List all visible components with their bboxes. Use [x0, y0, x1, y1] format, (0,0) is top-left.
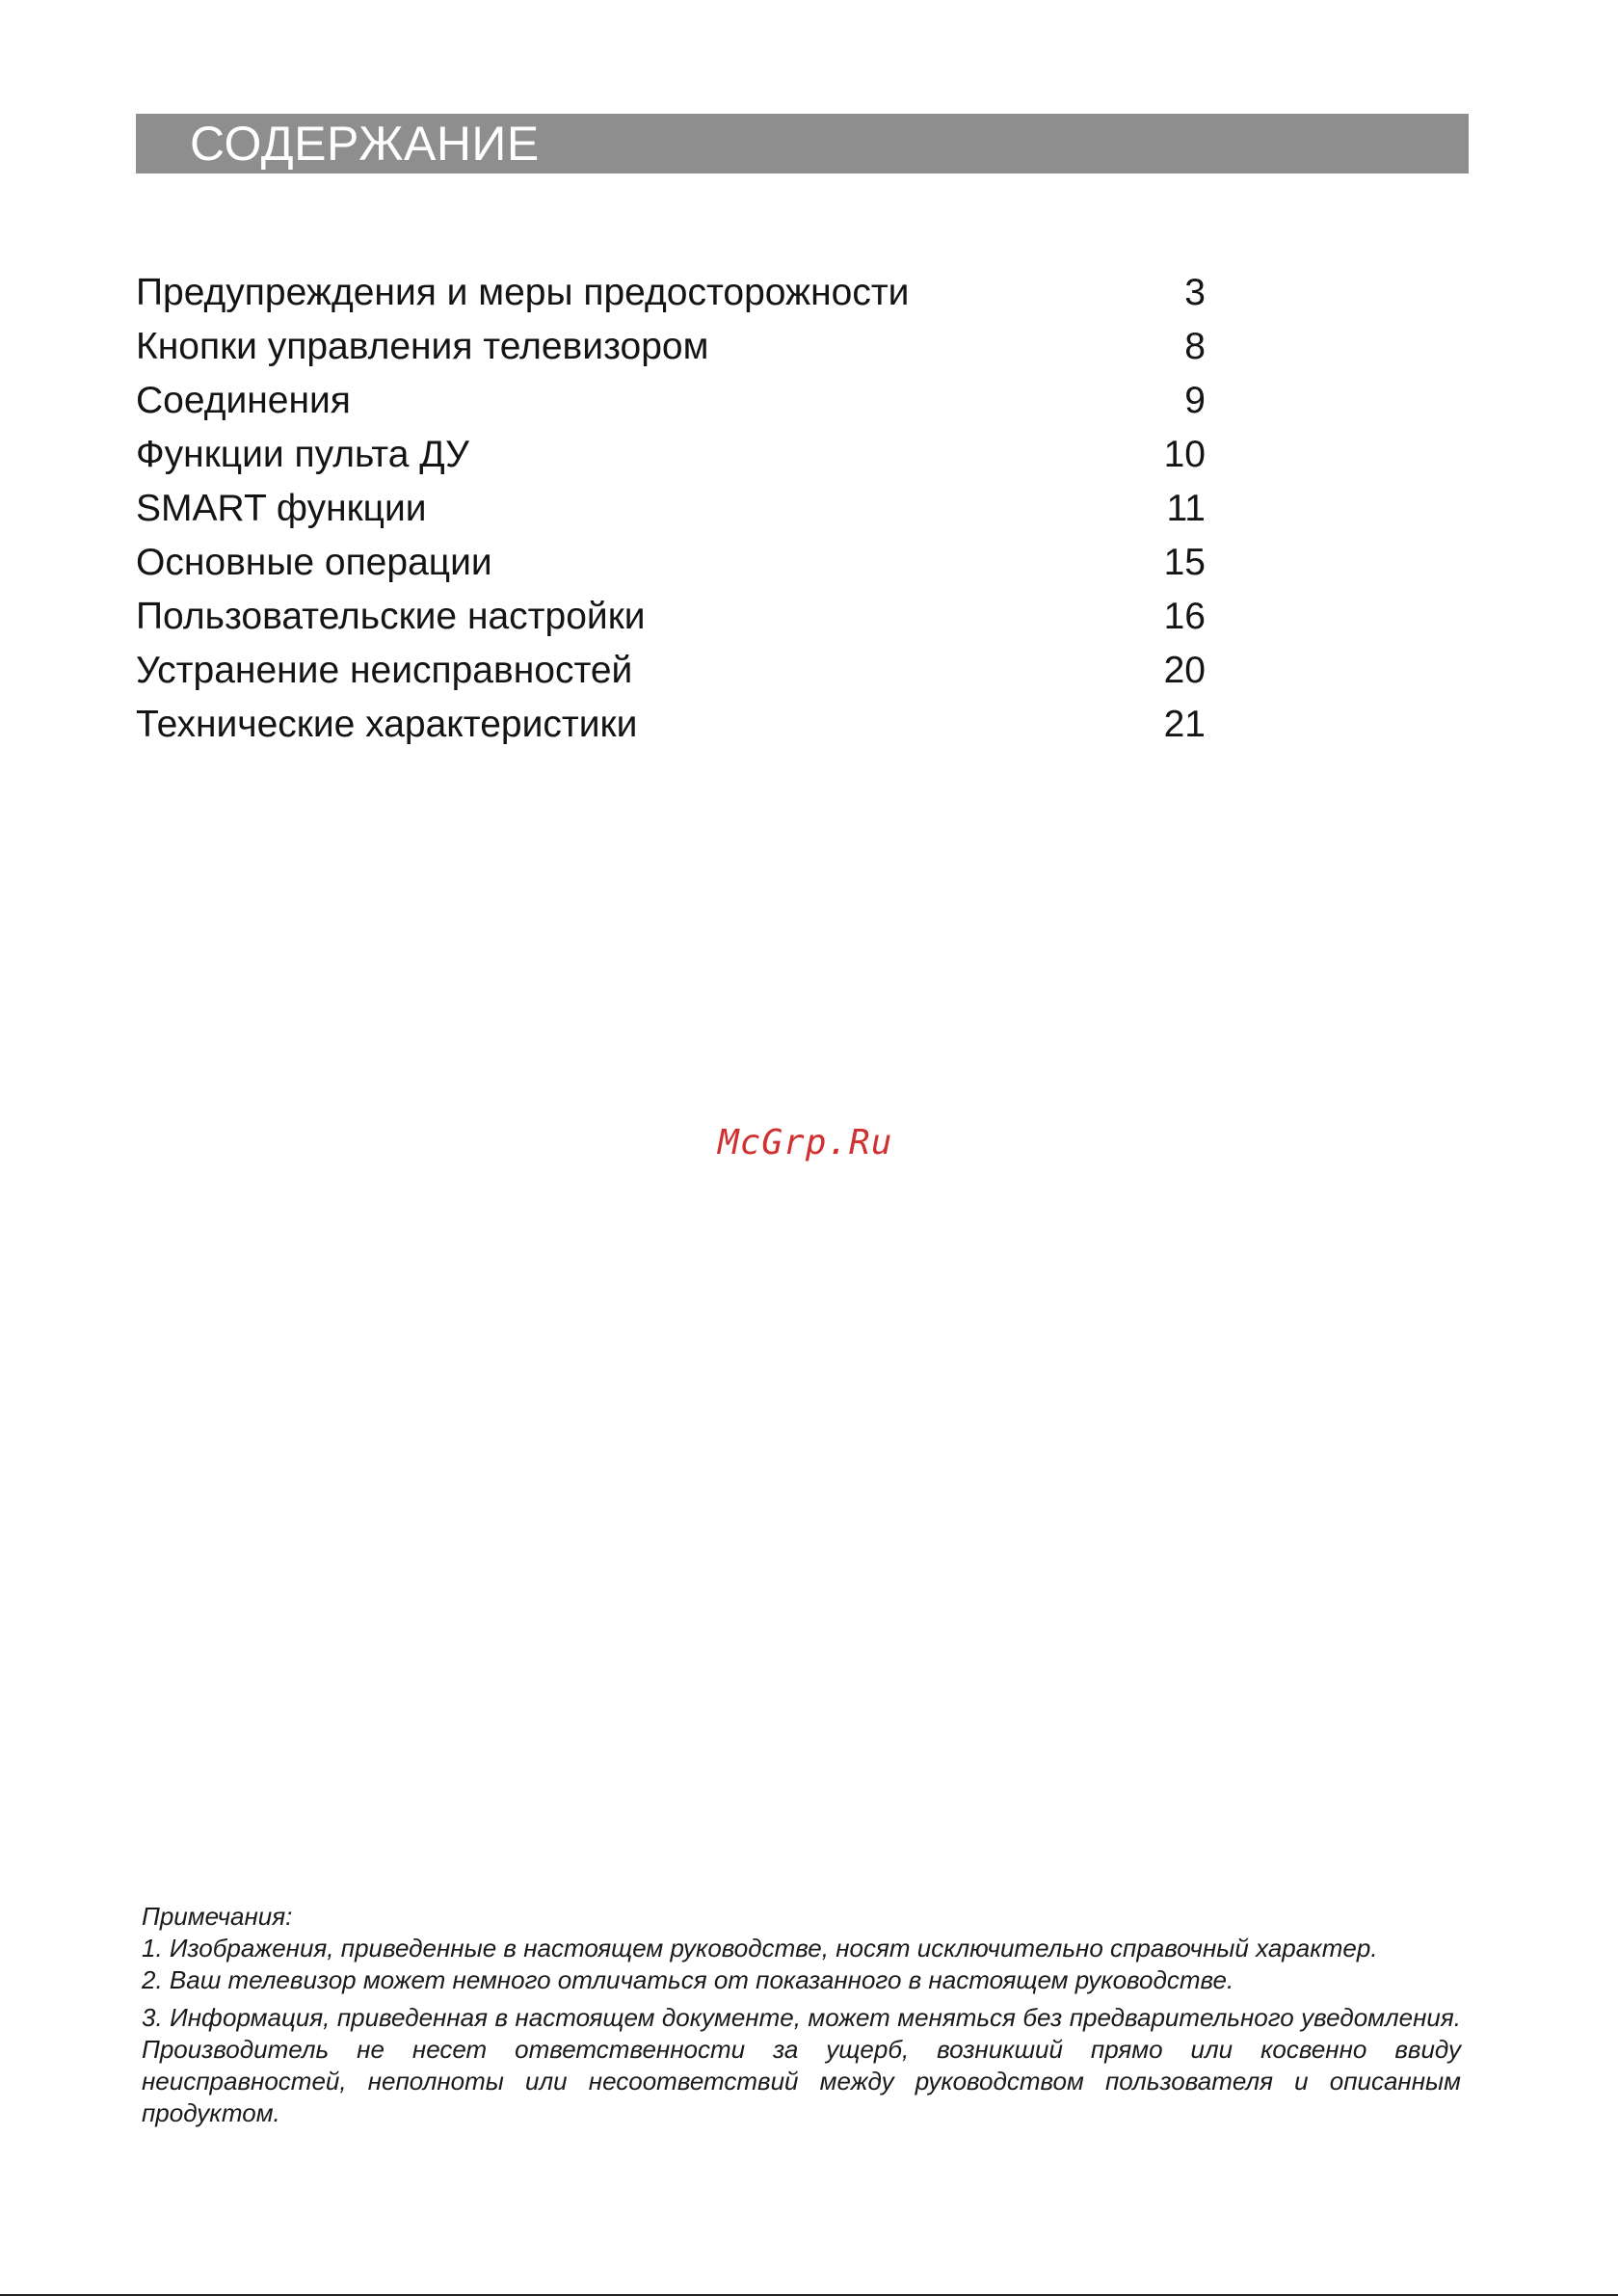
toc-entry[interactable]	[136, 320, 1206, 374]
toc-entry-label: Пользовательские настройки	[136, 596, 646, 637]
watermark-text: McGrp.Ru	[718, 1123, 893, 1162]
toc-entry-page: 3	[1184, 272, 1206, 313]
table-of-contents	[136, 266, 1206, 752]
toc-entry-label: Кнопки управления телевизором	[136, 326, 709, 367]
toc-entry[interactable]	[136, 698, 1206, 752]
toc-entry-label: SMART функции	[136, 488, 427, 529]
note-item: 2. Ваш телевизор может немного отличаться от показанного в настоящем руководстве.	[142, 1965, 1234, 1994]
toc-entry[interactable]	[136, 428, 1206, 482]
toc-entry-page: 20	[1163, 650, 1206, 691]
toc-entry[interactable]	[136, 590, 1206, 644]
toc-entry-page: 15	[1163, 542, 1206, 583]
toc-entry-label: Соединения	[136, 380, 351, 421]
notes-section	[142, 1901, 1461, 2129]
toc-entry-label: Устранение неисправностей	[136, 650, 633, 691]
toc-entry[interactable]	[136, 536, 1206, 590]
toc-entry-page: 21	[1163, 704, 1206, 745]
toc-entry-label: Основные операции	[136, 542, 492, 583]
toc-entry-page: 8	[1184, 326, 1206, 367]
page-title: СОДЕРЖАНИЕ	[190, 117, 540, 171]
toc-entry[interactable]	[136, 482, 1206, 536]
toc-entry-label: Технические характеристики	[136, 704, 638, 745]
toc-entry-page: 11	[1166, 488, 1206, 529]
title-bar	[136, 114, 1469, 174]
toc-entry[interactable]	[136, 644, 1206, 698]
note-item: 1. Изображения, приведенные в настоящем руководстве, носят исключительно справочный характер.	[142, 1934, 1378, 1962]
toc-entry-page: 10	[1163, 434, 1206, 475]
toc-entry[interactable]	[136, 374, 1206, 428]
toc-entry-page: 9	[1184, 380, 1206, 421]
toc-entry-label: Предупреждения и меры предосторожности	[136, 272, 910, 313]
toc-entry-label: Функции пульта ДУ	[136, 434, 469, 475]
note-item: 3. Информация, приведенная в настоящем документе, может меняться без предварительного уведомления. Производитель не несет ответственности за ущерб, возникший прямо или косвенно ввиду неисправностей, неполноты или несоответствий между руководством пользователя и описанным продуктом.	[142, 2003, 1461, 2127]
toc-entry[interactable]	[136, 266, 1206, 320]
toc-entry-page: 16	[1163, 596, 1206, 637]
notes-heading: Примечания:	[142, 1902, 293, 1931]
